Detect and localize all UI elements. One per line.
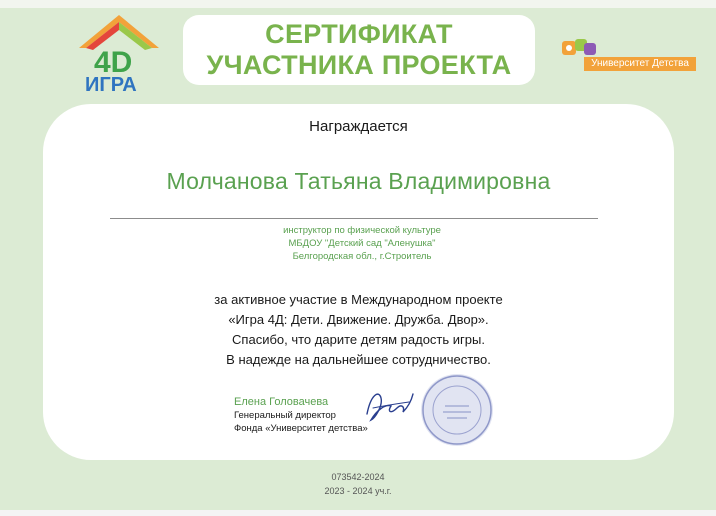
top-strip xyxy=(0,0,716,8)
official-stamp xyxy=(419,372,495,448)
title-line-1: СЕРТИФИКАТ xyxy=(265,19,453,49)
thanks-line-3: Спасибо, что дарите детям радость игры. xyxy=(232,332,485,347)
project-logo xyxy=(76,12,162,94)
university-badge: Университет Детства xyxy=(584,57,696,71)
signatory-name: Елена Головачева xyxy=(234,396,329,408)
position-line-1: инструктор по физической культуре xyxy=(283,225,441,236)
title-line-2: УЧАСТНИКА ПРОЕКТА xyxy=(206,50,512,80)
bottom-strip xyxy=(0,510,716,516)
thanks-text xyxy=(43,290,674,370)
position-line-3: Белгородская обл., г.Строитель xyxy=(292,251,432,262)
academic-year: 2023 - 2024 уч.г. xyxy=(324,486,392,496)
recipient-position xyxy=(262,224,462,263)
certificate-card xyxy=(43,104,674,460)
title-plaque xyxy=(183,15,535,85)
position-line-2: МБДОУ "Детский сад "Аленушка" xyxy=(288,238,436,249)
university-logo-icon xyxy=(560,37,600,59)
thanks-line-1: за активное участие в Международном проекте xyxy=(214,292,503,307)
recipient-name: Молчанова Татьяна Владимировна xyxy=(166,168,551,194)
thanks-line-2: «Игра 4Д: Дети. Движение. Дружба. Двор». xyxy=(228,312,489,327)
handwritten-signature xyxy=(361,384,415,428)
logo-text-igra: ИГРА xyxy=(85,74,137,94)
certificate-footer xyxy=(0,470,716,498)
name-underline xyxy=(110,218,598,219)
logo-text-4d: 4D xyxy=(94,46,133,79)
awarded-label: Награждается xyxy=(309,118,408,135)
certificate-number: 073542-2024 xyxy=(331,472,385,482)
signatory-role-line-2: Фонда «Университет детства» xyxy=(234,423,368,434)
signatory-role xyxy=(234,409,368,435)
signatory-role-line-1: Генеральный директор xyxy=(234,410,336,421)
thanks-line-4: В надежде на дальнейшее сотрудничество. xyxy=(226,352,491,367)
